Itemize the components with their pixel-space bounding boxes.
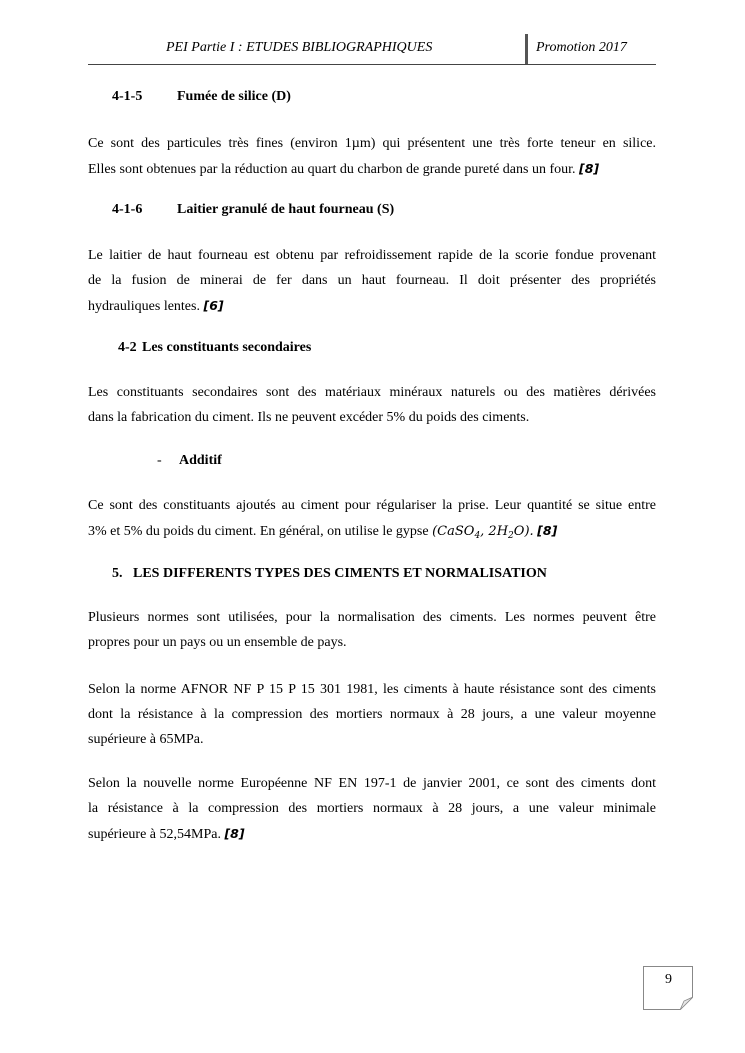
text-line: de la fusion de minerai de fer dans un haut fourneau. Il doit présenter des propriétés <box>88 273 656 288</box>
paragraph-slag <box>88 243 656 319</box>
paragraph-additif <box>88 493 656 544</box>
text-line: Elles sont obtenues par la réduction au quart du charbon de grande pureté dans un four. [8] <box>88 161 600 177</box>
header-title: PEI Partie I : ETUDES BIBLIOGRAPHIQUES <box>166 40 433 55</box>
text-line: Ce sont des constituants ajoutés au ciment pour régulariser la prise. Leur quantité se situe entre <box>88 498 656 513</box>
text-line: dans la fabrication du ciment. Ils ne peuvent excéder 5% du poids des ciments. <box>88 410 530 425</box>
heading-additif <box>157 453 222 469</box>
heading-title: Additif <box>179 453 222 468</box>
text-line: 3% et 5% du poids du ciment. En général, on utilise le gypse (CaSO$_4$, $2H_2O$). [8] <box>88 523 558 541</box>
heading-title: Fumée de silice (D) <box>177 89 291 104</box>
citation-ref: [8] <box>579 161 600 176</box>
paragraph-nf-en <box>88 771 656 847</box>
text-line: Selon la norme AFNOR NF P 15 P 15 301 1981, les ciments à haute résistance sont des ciments <box>88 682 656 697</box>
paragraph-secondary-constituents <box>88 380 656 430</box>
heading-5 <box>112 566 547 582</box>
text-line: la résistance à la compression des mortiers normaux à 28 jours, a une valeur minimale <box>88 801 656 816</box>
paragraph-silica-fume <box>88 131 656 182</box>
citation-ref: [6] <box>203 298 224 313</box>
heading-number: 4-2 <box>118 340 137 355</box>
heading-number: 4-1-5 <box>112 89 143 104</box>
text-line: supérieure à 65MPa. <box>88 732 204 747</box>
text-line: dont la résistance à la compression des mortiers normaux à 28 jours, a une valeur moyenne <box>88 707 656 722</box>
heading-title: LES DIFFERENTS TYPES DES CIMENTS ET NORMALISATION <box>133 566 547 581</box>
page-header <box>88 34 656 65</box>
text-line: Le laitier de haut fourneau est obtenu par refroidissement rapide de la scorie fondue provenant <box>88 248 656 263</box>
page-curl-icon <box>680 997 693 1010</box>
citation-ref: [8] <box>537 523 558 538</box>
heading-title: Laitier granulé de haut fourneau (S) <box>177 202 395 217</box>
heading-4-1-5 <box>112 89 291 105</box>
text-line: propres pour un pays ou un ensemble de pays. <box>88 635 347 650</box>
bullet-dash: - <box>157 453 162 468</box>
heading-4-1-6 <box>112 202 394 218</box>
page-number: 9 <box>665 972 672 987</box>
paragraph-normalisation <box>88 605 656 655</box>
text-line: hydrauliques lentes. [6] <box>88 298 224 314</box>
heading-4-2 <box>118 340 311 356</box>
header-promotion: Promotion 2017 <box>536 40 627 55</box>
heading-title: Les constituants secondaires <box>142 340 312 355</box>
heading-number: 4-1-6 <box>112 202 143 217</box>
text-line: Les constituants secondaires sont des matériaux minéraux naturels ou des matières dérivées <box>88 385 656 400</box>
gypsum-formula: (CaSO$_4$, $2H_2O$). <box>432 524 534 541</box>
text-line: supérieure à 52,54MPa. [8] <box>88 826 245 842</box>
paragraph-afnor <box>88 677 656 752</box>
text-line: Plusieurs normes sont utilisées, pour la normalisation des ciments. Les normes peuvent être <box>88 610 656 625</box>
text-line: Ce sont des particules très fines (environ 1µm) qui présentent une très forte teneur en silice. <box>88 136 656 151</box>
header-separator <box>525 34 528 64</box>
page-number-box <box>643 966 693 1010</box>
heading-number: 5. <box>112 566 123 581</box>
text-line: Selon la nouvelle norme Européenne NF EN 197-1 de janvier 2001, ce sont des ciments dont <box>88 776 656 791</box>
citation-ref: [8] <box>224 826 245 841</box>
